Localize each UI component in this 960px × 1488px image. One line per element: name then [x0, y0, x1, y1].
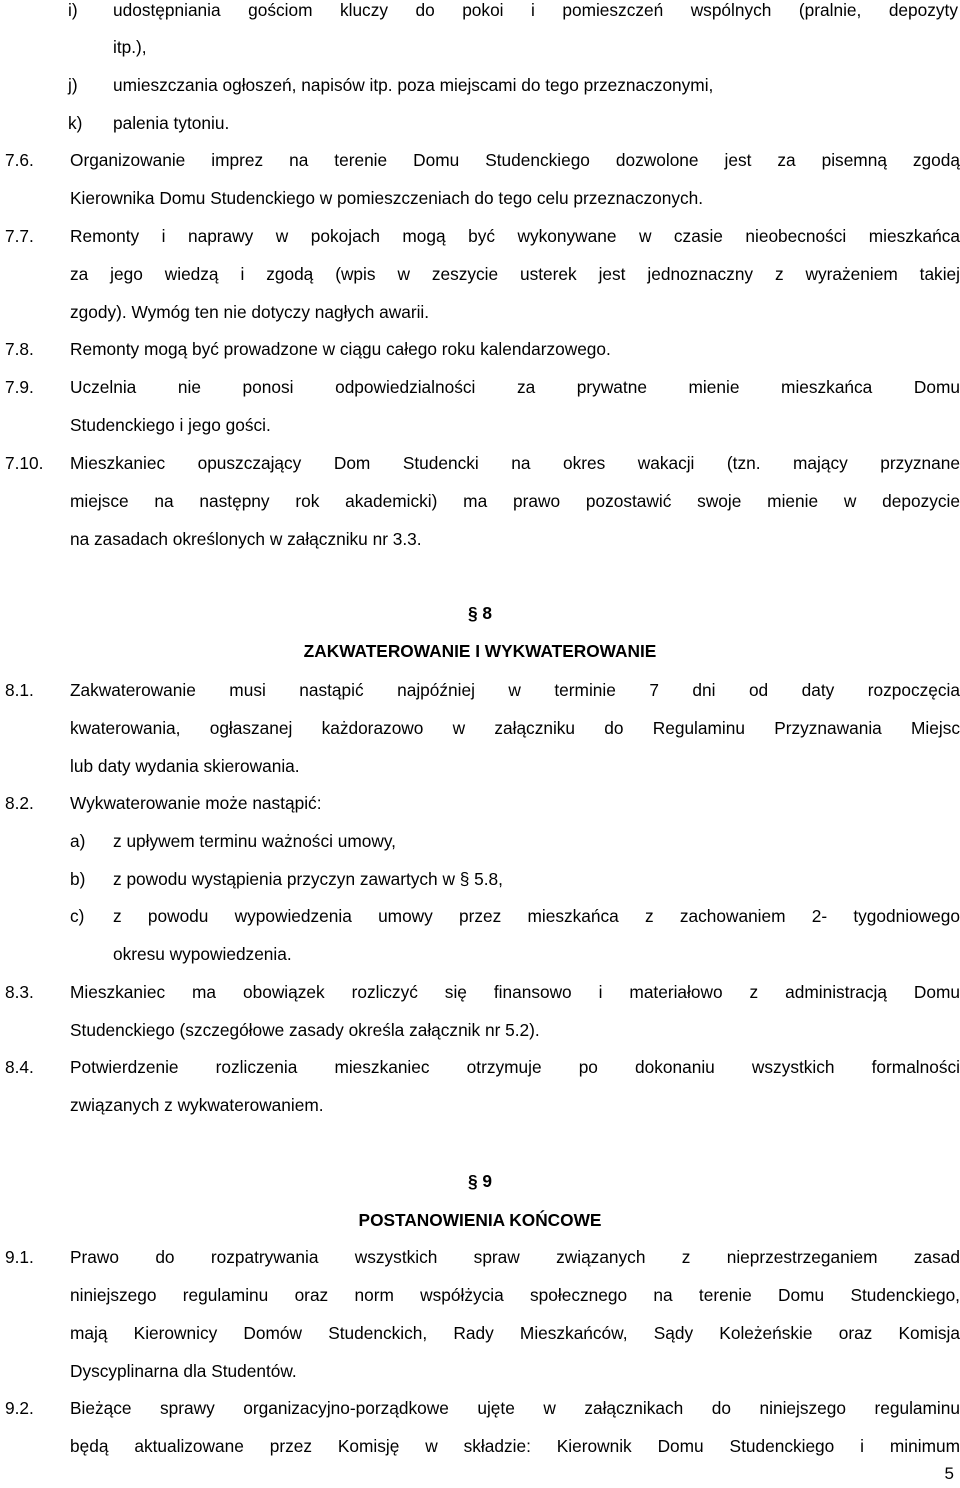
- paragraph-text: Dyscyplinarna dla Studentów.: [70, 1361, 297, 1381]
- paragraph-number: 8.2.: [5, 793, 34, 813]
- list-marker: j): [68, 75, 78, 95]
- list-marker: k): [68, 113, 83, 133]
- list-item-text: umieszczania ogłoszeń, napisów itp. poza miejscami do tego przeznaczonymi,: [113, 75, 714, 95]
- paragraph-text: Mieszkaniec ma obowiązek rozliczyć się finansowo i materiałowo z administracją Domu: [70, 982, 960, 1002]
- paragraph-text: Potwierdzenie rozliczenia mieszkaniec otrzymuje po dokonaniu wszystkich formalności: [70, 1057, 960, 1077]
- paragraph-text: Prawo do rozpatrywania wszystkich spraw związanych z nieprzestrzeganiem zasad: [70, 1247, 960, 1267]
- paragraph-number: 8.3.: [5, 982, 34, 1002]
- paragraph-number: 7.7.: [5, 226, 34, 246]
- list-marker: c): [70, 906, 85, 926]
- paragraph-number: 8.1.: [5, 680, 34, 700]
- paragraph-text: Studenckiego (szczegółowe zasady określa załącznik nr 5.2).: [70, 1020, 540, 1040]
- section-title: ZAKWATEROWANIE I WYKWATEROWANIE: [303, 641, 657, 661]
- paragraph-text: Remonty mogą być prowadzone w ciągu całego roku kalendarzowego.: [70, 339, 611, 359]
- list-item-text: z powodu wypowiedzenia umowy przez mieszkańca z zachowaniem 2- tygodniowego: [113, 906, 960, 926]
- paragraph-text: związanych z wykwaterowaniem.: [70, 1095, 324, 1115]
- page-number: 5: [944, 1464, 954, 1483]
- paragraph-number: 9.2.: [5, 1398, 34, 1418]
- list-marker: b): [70, 869, 86, 889]
- paragraph-number: 8.4.: [5, 1057, 34, 1077]
- paragraph-text: niniejszego regulaminu oraz norm współżycia społecznego na terenie Domu Studenckiego,: [70, 1285, 960, 1305]
- paragraph-text: Organizowanie imprez na terenie Domu Studenckiego dozwolone jest za pisemną zgodą: [70, 150, 960, 170]
- list-marker: i): [68, 0, 78, 20]
- list-marker: a): [70, 831, 86, 851]
- list-item-text: okresu wypowiedzenia.: [113, 944, 292, 964]
- paragraph-text: Bieżące sprawy organizacyjno-porządkowe ujęte w załącznikach do niniejszego regulaminu: [70, 1398, 960, 1418]
- paragraph-number: 9.1.: [5, 1247, 34, 1267]
- paragraph-text: będą aktualizowane przez Komisję w składzie: Kierownik Domu Studenckiego i minimum: [70, 1436, 960, 1456]
- paragraph-text: kwaterowania, ogłaszanej każdorazowo w załączniku do Regulaminu Przyznawania Miejsc: [70, 718, 960, 738]
- paragraph-text: Remonty i naprawy w pokojach mogą być wykonywane w czasie nieobecności mieszkańca: [70, 226, 960, 246]
- paragraph-text: mają Kierownicy Domów Studenckich, Rady Mieszkańców, Sądy Koleżeńskie oraz Komisja: [70, 1323, 960, 1343]
- paragraph-text: Studenckiego i jego gości.: [70, 415, 271, 435]
- paragraph-text: Mieszkaniec opuszczający Dom Studencki na okres wakacji (tzn. mający przyznane: [70, 453, 960, 473]
- list-item-text: z powodu wystąpienia przyczyn zawartych w § 5.8,: [113, 869, 503, 889]
- paragraph-text: Wykwaterowanie może nastąpić:: [70, 793, 322, 813]
- list-item-text: udostępniania gościom kluczy do pokoi i pomieszczeń wspólnych (pralnie, depozyty: [113, 0, 958, 20]
- paragraph-number: 7.8.: [5, 339, 34, 359]
- paragraph-text: Uczelnia nie ponosi odpowiedzialności za prywatne mienie mieszkańca Domu: [70, 377, 960, 397]
- paragraph-text: za jego wiedzą i zgodą (wpis w zeszycie usterek jest jednoznaczny z wyrażeniem takiej: [70, 264, 960, 284]
- paragraph-number: 7.10.: [5, 453, 44, 473]
- paragraph-text: Kierownika Domu Studenckiego w pomieszczeniach do tego celu przeznaczonych.: [70, 188, 704, 208]
- paragraph-text: na zasadach określonych w załączniku nr 3.3.: [70, 529, 422, 549]
- paragraph-number: 7.9.: [5, 377, 34, 397]
- paragraph-text: miejsce na następny rok akademicki) ma prawo pozostawić swoje mienie w depozycie: [70, 491, 960, 511]
- list-item-text: palenia tytoniu.: [113, 113, 230, 133]
- paragraph-number: 7.6.: [5, 150, 34, 170]
- list-item-text: itp.),: [113, 37, 147, 57]
- section-number: § 9: [467, 1171, 493, 1191]
- section-title: POSTANOWIENIA KOŃCOWE: [358, 1210, 602, 1230]
- paragraph-text: zgody). Wymóg ten nie dotyczy nagłych awarii.: [70, 302, 430, 322]
- section-number: § 8: [467, 603, 493, 623]
- paragraph-text: Zakwaterowanie musi nastąpić najpóźniej w terminie 7 dni od daty rozpoczęcia: [70, 680, 960, 700]
- paragraph-text: lub daty wydania skierowania.: [70, 756, 300, 776]
- list-item-text: z upływem terminu ważności umowy,: [113, 831, 396, 851]
